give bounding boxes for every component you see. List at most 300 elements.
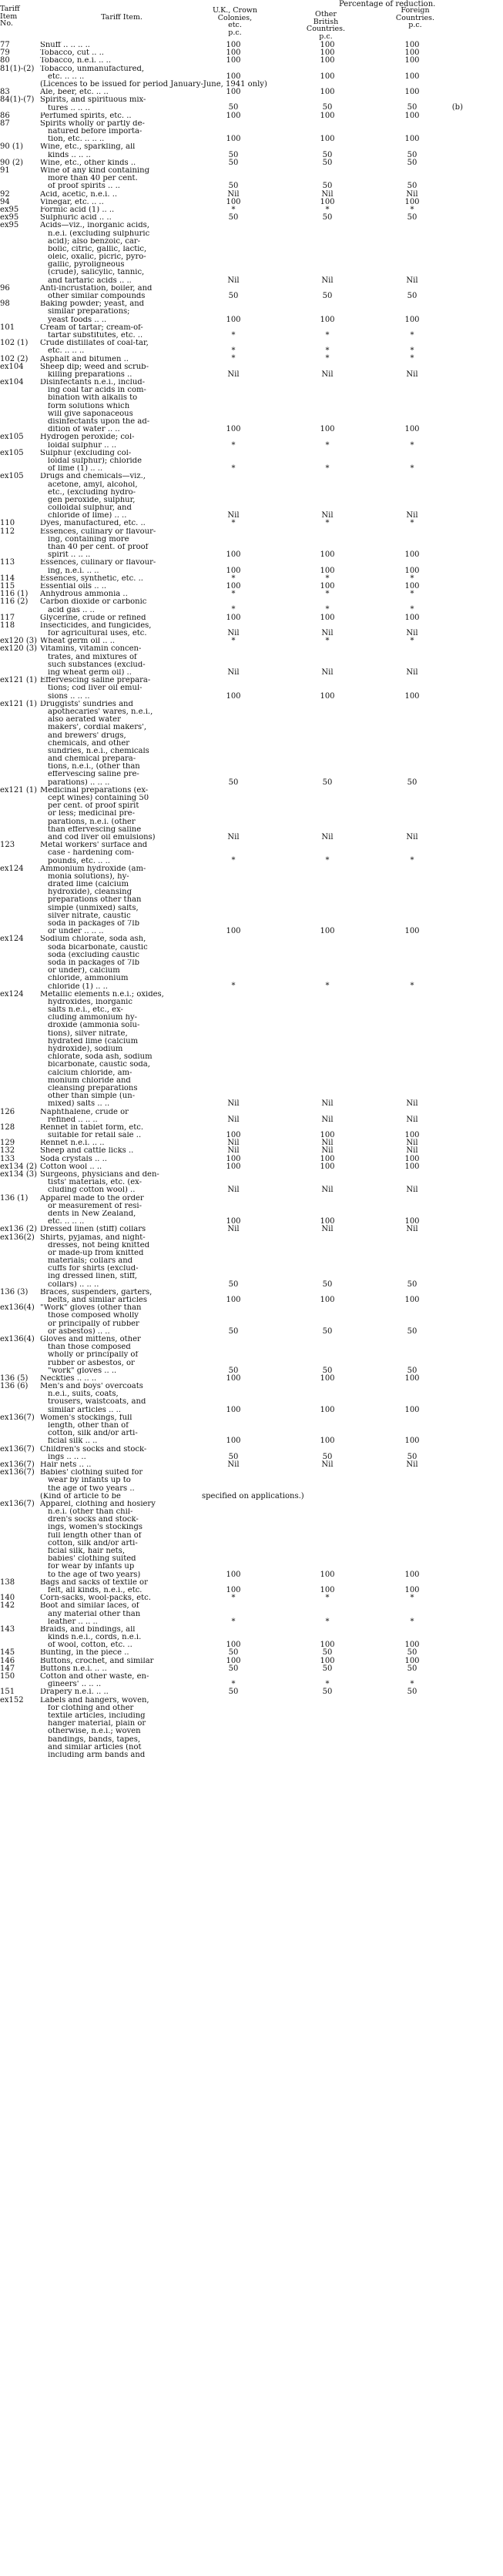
uk-reduction-cell: * <box>231 346 236 356</box>
british-reduction-cell: 50 <box>322 291 333 300</box>
tariff-item-text <box>40 57 202 65</box>
foreign-reduction-cell: 100 <box>404 135 420 144</box>
british-reduction-cell: 50 <box>322 158 333 167</box>
tariff-item-no: ex134 (3) <box>0 1170 37 1179</box>
tariff-item-text <box>40 520 202 527</box>
header-line: No. <box>0 19 13 28</box>
item-line: Drugs and chemicals—viz., <box>40 473 146 481</box>
item-line: or measurement of resi- <box>48 1202 142 1210</box>
item-line: Dyes, manufactured, etc. .. <box>40 520 146 528</box>
foreign-reduction-cell: Nil <box>406 511 418 520</box>
table-row <box>0 1673 503 1688</box>
table-row <box>0 356 503 363</box>
foreign-reduction-cell: 100 <box>404 1217 420 1226</box>
british-reduction-cell: 100 <box>320 88 335 97</box>
tariff-item-text <box>40 575 202 583</box>
tariff-item-no: 91 <box>0 166 10 175</box>
item-line: Rennet n.e.i. .. .. <box>40 1139 105 1148</box>
uk-reduction-cell: 100 <box>226 425 241 434</box>
british-reduction-cell: Nil <box>321 832 334 841</box>
british-reduction-cell: Nil <box>321 1099 334 1109</box>
item-line: belts, and similar articles <box>48 1296 147 1304</box>
uk-reduction-cell: * <box>231 205 236 214</box>
foreign-reduction-cell: 100 <box>404 49 420 58</box>
foreign-reduction-cell: 50 <box>407 291 417 300</box>
uk-reduction-cell: 100 <box>226 40 241 49</box>
tariff-item-no: 98 <box>0 299 10 309</box>
british-reduction-cell: Nil <box>321 511 334 520</box>
tariff-item-text <box>40 214 202 222</box>
item-line: n.e.i. (excluding sulphuric <box>48 229 150 238</box>
item-line: to the age of two years) <box>48 1571 141 1579</box>
item-line: of proof spirits .. .. <box>48 182 120 191</box>
foreign-reduction-cell: 100 <box>404 1641 420 1650</box>
item-line: Shirts, pyjamas, and night- <box>40 1233 146 1242</box>
item-line: Vitamins, vitamin concen- <box>40 645 142 654</box>
uk-reduction-cell: 100 <box>226 691 241 701</box>
tariff-item-no: ex136(4) <box>0 1303 35 1313</box>
tariff-item-text <box>40 637 202 645</box>
foreign-reduction-cell: 100 <box>404 315 420 324</box>
foreign-reduction-cell: Nil <box>406 1139 418 1148</box>
item-line: Spirits wholly or partly de- <box>40 119 145 128</box>
table-row <box>0 159 503 167</box>
item-line: Asphalt and bitumen .. <box>40 355 129 363</box>
row-note-tail: specified on applications.) <box>202 1491 304 1500</box>
tariff-item-text <box>40 598 202 614</box>
item-line: Glycerine, crude or refined <box>40 614 146 622</box>
item-line: cotton, silk and/or arti- <box>48 1430 138 1438</box>
item-line: Essences, culinary or flavour- <box>40 527 156 536</box>
british-reduction-cell: 50 <box>322 1326 333 1336</box>
tariff-item-text <box>40 159 202 167</box>
tariff-item-no: 112 <box>0 527 15 536</box>
item-line: including arm bands and <box>48 1751 146 1759</box>
item-line: makers', cordial makers', <box>48 724 147 732</box>
table-row <box>0 167 503 191</box>
uk-reduction-cell: * <box>231 1617 236 1626</box>
item-line: drated lime (calcium <box>48 881 129 889</box>
table-row <box>0 1147 503 1155</box>
british-reduction-cell: 100 <box>320 581 335 590</box>
tariff-item-text <box>40 222 202 285</box>
table-row <box>0 112 503 120</box>
uk-reduction-cell: 50 <box>228 1326 239 1336</box>
uk-reduction-cell: * <box>231 330 236 340</box>
tariff-item-no: ex136(4) <box>0 1334 35 1343</box>
item-line: tists' materials, etc. (ex- <box>48 1179 142 1187</box>
british-reduction-cell: * <box>325 590 330 599</box>
tariff-item-text <box>40 340 202 355</box>
item-line: loidal sulphur .. .. <box>48 441 117 450</box>
british-reduction-cell: 50 <box>322 778 333 787</box>
foreign-reduction-cell: 100 <box>404 1154 420 1163</box>
british-reduction-cell: 100 <box>320 72 335 81</box>
table-row <box>0 120 503 144</box>
table-row <box>0 1461 503 1469</box>
table-row <box>0 1446 503 1461</box>
item-line: Buttons n.e.i. .. .. <box>40 1664 107 1673</box>
item-line: etc., (excluding hydro- <box>48 488 136 497</box>
item-line: or made-up from knitted <box>48 1249 144 1257</box>
table-row <box>0 1658 503 1665</box>
british-column-header <box>290 11 362 40</box>
tariff-item-text <box>40 112 202 120</box>
british-reduction-cell: 100 <box>320 1217 335 1226</box>
table-row <box>0 1665 503 1673</box>
tariff-item-no: ex152 <box>0 1695 24 1705</box>
foreign-reduction-cell: * <box>410 330 414 340</box>
uk-reduction-cell: * <box>231 464 236 473</box>
item-line: tions; cod liver oil emul- <box>48 684 143 693</box>
british-reduction-cell: 100 <box>320 315 335 324</box>
item-line: ficial silk .. .. <box>48 1437 98 1446</box>
table-row <box>0 520 503 527</box>
header-line: Tariff <box>0 5 20 13</box>
tariff-item-no: 102 (1) <box>0 339 29 348</box>
uk-reduction-cell: 50 <box>228 1280 239 1289</box>
table-row <box>0 473 503 520</box>
tariff-item-no: 136 (3) <box>0 1287 29 1296</box>
table-row <box>0 143 503 159</box>
table-row <box>0 787 503 841</box>
foreign-reduction-cell: 100 <box>404 1437 420 1446</box>
tariff-item-no: 92 <box>0 189 10 199</box>
foreign-reduction-cell: * <box>410 1680 414 1689</box>
item-line: hydroxide), sodium <box>48 1045 123 1053</box>
tariff-item-text <box>40 1500 202 1579</box>
foreign-reduction-cell: * <box>410 354 414 363</box>
uk-reduction-cell: 100 <box>226 1373 241 1383</box>
item-line: wholly or principally of <box>48 1351 139 1360</box>
foreign-reduction-cell: Nil <box>406 832 418 841</box>
tariff-item-text <box>40 206 202 214</box>
header-line: p.c. <box>319 32 333 41</box>
foreign-reduction-cell: 50 <box>407 1326 417 1336</box>
foreign-reduction-cell: 50 <box>407 150 417 159</box>
item-line: ing, n.e.i. .. .. <box>48 567 99 575</box>
british-reduction-cell: Nil <box>321 667 334 677</box>
item-line: trousers, waistcoats, and <box>48 1398 146 1407</box>
item-line: Babies' clothing suited for <box>40 1469 143 1477</box>
table-row <box>0 1289 503 1304</box>
tariff-item-text <box>40 1109 202 1124</box>
item-line: "work" gloves .. .. <box>48 1367 117 1375</box>
item-line: Spirits, and spirituous mix- <box>40 96 146 105</box>
foreign-reduction-cell: Nil <box>406 1115 418 1124</box>
tariff-item-text <box>40 622 202 637</box>
item-line: suitable for retail sale .. <box>48 1132 142 1140</box>
tariff-item-no: ex105 <box>0 448 24 457</box>
table-row <box>0 528 503 560</box>
foreign-reduction-cell: 100 <box>404 111 420 120</box>
uk-reduction-cell: 100 <box>226 566 241 575</box>
tariff-item-no: 147 <box>0 1664 15 1673</box>
table-row <box>0 363 503 379</box>
item-line: Surgeons, physicians and den- <box>40 1171 159 1179</box>
tariff-item-no: ex120 (3) <box>0 637 37 646</box>
tariff-item-text <box>40 1147 202 1155</box>
item-line: dren's socks and stock- <box>48 1516 139 1524</box>
item-line: acid); also benzoic, car- <box>48 237 141 246</box>
british-reduction-cell: * <box>325 637 330 646</box>
item-line: of wool, cotton, etc. .. <box>48 1641 132 1650</box>
item-line: Cotton wool .. .. <box>40 1163 102 1171</box>
item-line: full length other than of <box>48 1531 142 1540</box>
uk-reduction-cell: 100 <box>226 1437 241 1446</box>
item-line: simple (unmixed) salts, <box>48 904 139 912</box>
header-line: Other <box>315 10 337 18</box>
table-row <box>0 1234 503 1289</box>
british-reduction-cell: * <box>325 1617 330 1626</box>
tariff-rows <box>0 42 503 1759</box>
item-line: tures .. .. .. <box>48 104 90 112</box>
item-line: Essential oils .. .. <box>40 582 107 590</box>
british-reduction-cell: * <box>325 982 330 991</box>
foreign-reduction-cell: 50 <box>407 1664 417 1673</box>
item-line: preparations other than <box>48 896 142 905</box>
tariff-item-no: 146 <box>0 1656 15 1665</box>
table-row <box>0 206 503 214</box>
british-reduction-cell: * <box>325 346 330 356</box>
table-row <box>0 622 503 637</box>
item-line: killing preparations .. <box>48 370 132 379</box>
item-line: calcium chloride, am- <box>48 1069 132 1077</box>
foreign-reduction-cell: 100 <box>404 72 420 81</box>
uk-reduction-cell: Nil <box>227 370 240 379</box>
item-line: Formic acid (1) .. .. <box>40 206 115 214</box>
item-line: yeast foods .. .. <box>48 316 107 324</box>
item-line: ing coal tar acids in com- <box>48 386 146 395</box>
item-line: Perfumed spirits, etc. .. <box>40 112 132 120</box>
tariff-item-text <box>40 363 202 379</box>
tariff-item-text <box>40 120 202 144</box>
header-line: Colonies, <box>217 13 253 22</box>
table-row <box>0 841 503 865</box>
item-line: Apparel, clothing and hosiery <box>40 1500 156 1508</box>
british-reduction-cell: Nil <box>321 1115 334 1124</box>
table-row <box>0 81 503 89</box>
british-reduction-cell: 50 <box>322 1280 333 1289</box>
item-line: any material other than <box>48 1610 141 1618</box>
tariff-item-text <box>40 356 202 363</box>
british-reduction-cell: Nil <box>321 1146 334 1156</box>
table-row <box>0 583 503 590</box>
table-row <box>0 1304 503 1336</box>
foreign-reduction-cell: Nil <box>406 629 418 638</box>
tariff-item-text <box>40 96 202 112</box>
item-line: and similar articles (not <box>48 1743 142 1751</box>
uk-reduction-cell: Nil <box>227 1225 240 1234</box>
item-line: monium chloride and <box>48 1076 131 1085</box>
item-line: or under), calcium <box>48 967 120 975</box>
tariff-item-no: ex95 <box>0 221 19 230</box>
british-reduction-cell: 100 <box>320 135 335 144</box>
header-line: Item <box>0 12 18 21</box>
british-reduction-cell: Nil <box>321 1225 334 1234</box>
tariff-item-no: 129 <box>0 1139 15 1148</box>
foreign-reduction-cell: Nil <box>406 1146 418 1156</box>
header-line: etc. <box>228 21 242 29</box>
uk-reduction-cell: 50 <box>228 1452 239 1461</box>
item-line: similar articles .. .. <box>48 1406 122 1414</box>
item-line: dents in New Zealand, <box>48 1209 136 1218</box>
item-line: Boot and similar laces, of <box>40 1602 139 1611</box>
tariff-item-text <box>40 1336 202 1375</box>
british-reduction-cell: Nil <box>321 1186 334 1195</box>
table-row <box>0 935 503 990</box>
item-line: bolic, citric, gallic, lactic, <box>48 245 147 253</box>
item-line: Braces, suspenders, garters, <box>40 1288 153 1296</box>
item-line: ing, containing more <box>48 535 129 544</box>
item-line: Essences, culinary or flavour- <box>40 559 156 567</box>
item-line: of lime (1) .. .. <box>48 465 103 473</box>
british-reduction-cell: 50 <box>322 213 333 222</box>
foreign-reduction-cell: 100 <box>404 1585 420 1594</box>
tariff-item-no: 79 <box>0 49 10 58</box>
tariff-item-text <box>40 1304 202 1336</box>
foreign-reduction-cell: * <box>410 346 414 356</box>
tariff-item-no: 110 <box>0 519 15 528</box>
tariff-item-text <box>40 143 202 159</box>
item-line: rubber or asbestos, or <box>48 1359 135 1367</box>
item-line: Sodium chlorate, soda ash, <box>40 935 146 944</box>
uk-reduction-cell: * <box>231 637 236 646</box>
tariff-item-no: 117 <box>0 613 15 622</box>
british-reduction-cell: * <box>325 205 330 214</box>
item-line: loidal sulphur); chloride <box>48 457 142 465</box>
tariff-item-text <box>40 1414 202 1446</box>
header-line: p.c. <box>228 28 242 37</box>
item-line: Labels and hangers, woven, <box>40 1696 149 1705</box>
table-row <box>0 1579 503 1594</box>
foreign-reduction-cell: 50 <box>407 1366 417 1375</box>
table-row <box>0 575 503 583</box>
item-line: textile articles, including <box>48 1711 146 1720</box>
item-line: Women's stockings, full <box>40 1413 132 1422</box>
item-line: Neckties .. .. .. <box>40 1374 97 1383</box>
tariff-item-no: 126 <box>0 1107 15 1116</box>
tariff-item-no: 90 (2) <box>0 158 24 167</box>
tariff-item-text <box>40 1594 202 1602</box>
foreign-reduction-cell: Nil <box>406 370 418 379</box>
item-line: salts n.e.i., etc., ex- <box>48 1006 123 1015</box>
uk-reduction-cell: 50 <box>228 1688 239 1697</box>
foreign-reduction-cell: Nil <box>406 1099 418 1109</box>
item-line: ficial silk, hair nets, <box>48 1547 125 1555</box>
tariff-item-text <box>40 991 202 1109</box>
item-line: Acids—viz., inorganic acids, <box>40 222 149 230</box>
item-line: tartar substitutes, etc. .. <box>48 331 143 340</box>
table-row <box>0 49 503 57</box>
item-line: Drapery n.e.i. .. .. <box>40 1688 109 1697</box>
item-line: Insecticides, and fungicides, <box>40 621 152 630</box>
tariff-item-no: 102 (2) <box>0 354 29 363</box>
table-row <box>0 677 503 701</box>
foreign-reduction-cell: * <box>410 464 414 473</box>
uk-reduction-cell: * <box>231 982 236 991</box>
table-row <box>0 645 503 677</box>
tariff-item-no: 132 <box>0 1146 15 1156</box>
item-line: Carbon dioxide or carbonic <box>40 598 147 607</box>
tariff-item-no: ex124 <box>0 935 24 944</box>
item-line: than those composed <box>48 1343 131 1352</box>
uk-reduction-cell: 100 <box>226 1585 241 1594</box>
table-row <box>0 1688 503 1696</box>
tariff-item-no: 133 <box>0 1154 15 1163</box>
item-line: kinds .. .. .. <box>48 151 91 159</box>
table-row <box>0 65 503 81</box>
foreign-reduction-cell: 100 <box>404 1373 420 1383</box>
british-reduction-cell: 50 <box>322 1452 333 1461</box>
item-line: tions, n.e.i., (other than <box>48 763 140 771</box>
item-line: trates, and mixtures of <box>48 653 137 661</box>
item-line: Bags and sacks of textile or <box>40 1578 148 1587</box>
item-line: materials; collars and <box>48 1257 133 1266</box>
item-line: Snuff .. .. .. .. <box>40 42 90 49</box>
item-line: Wine, etc., sparkling, all <box>40 143 136 152</box>
row-note: (Licences to be issued for period January-June, 1941 only) <box>40 79 267 89</box>
foreign-reduction-cell: * <box>410 1594 414 1603</box>
tariff-item-text <box>40 1163 202 1171</box>
uk-reduction-cell: Nil <box>227 189 240 199</box>
table-row <box>0 1124 503 1139</box>
tariff-item-no: 143 <box>0 1624 15 1634</box>
table-row <box>0 450 503 473</box>
item-line: dresses, not being knitted <box>48 1241 150 1250</box>
foreign-reduction-cell: Nil <box>406 667 418 677</box>
foreign-reduction-cell: 100 <box>404 927 420 936</box>
tariff-item-no: 101 <box>0 323 15 332</box>
tariff-item-no: ex136(7) <box>0 1444 35 1454</box>
item-line: Hydrogen peroxide; col- <box>40 433 135 442</box>
foreign-reduction-cell: 50 <box>407 1452 417 1461</box>
item-line: chemicals, and other <box>48 739 130 748</box>
foreign-reduction-cell: 100 <box>404 1656 420 1665</box>
british-reduction-cell: 100 <box>320 1656 335 1665</box>
item-line: cotton, silk and/or arti- <box>48 1539 138 1547</box>
uk-reduction-cell: 100 <box>226 1405 241 1414</box>
item-line: chloride, ammonium <box>48 975 129 983</box>
tariff-item-text <box>40 191 202 199</box>
uk-reduction-cell: 100 <box>226 49 241 58</box>
british-reduction-cell: 50 <box>322 103 333 112</box>
table-row <box>0 1139 503 1147</box>
british-reduction-cell: 100 <box>320 1373 335 1383</box>
tariff-item-text <box>40 433 202 449</box>
foreign-reduction-cell: 100 <box>404 1295 420 1304</box>
table-row <box>0 991 503 1109</box>
british-reduction-cell: * <box>325 1680 330 1689</box>
british-reduction-cell: 100 <box>320 56 335 65</box>
tariff-item-text <box>40 1156 202 1163</box>
item-line: and tartaric acids .. .. <box>48 276 132 285</box>
item-line: Anti-incrustation, boiler, and <box>40 284 153 293</box>
uk-reduction-cell: Nil <box>227 667 240 677</box>
tariff-item-no: ex105 <box>0 472 24 481</box>
table-row <box>0 96 503 112</box>
british-reduction-cell: * <box>325 1594 330 1603</box>
item-line: also aerated water <box>48 716 121 724</box>
item-line: bicarbonate, caustic soda, <box>48 1061 150 1069</box>
british-reduction-cell: 100 <box>320 49 335 58</box>
tariff-item-no: ex121 (1) <box>0 676 37 685</box>
foreign-column-header <box>381 7 450 29</box>
item-line: Wine, etc., other kinds .. <box>40 159 136 167</box>
tariff-item-text <box>40 167 202 191</box>
item-line: otherwise, n.e.i.; woven <box>48 1728 141 1736</box>
uk-reduction-cell: * <box>231 574 236 583</box>
